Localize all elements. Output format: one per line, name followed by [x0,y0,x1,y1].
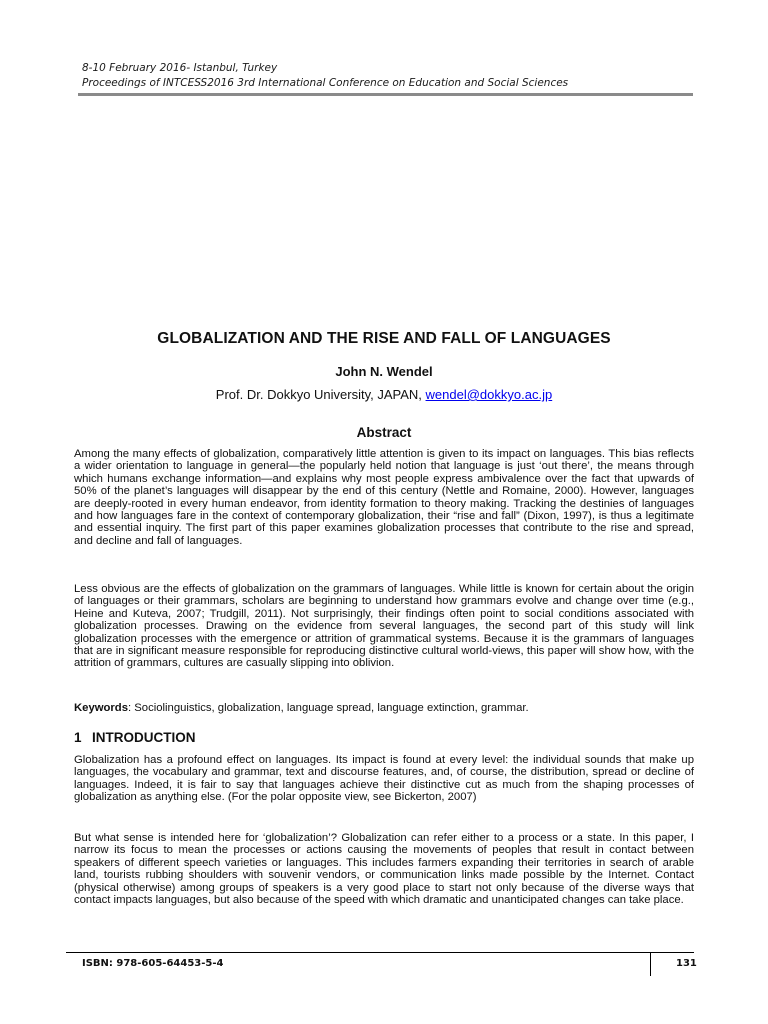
keywords-label: Keywords [74,702,128,714]
proceedings-title: Proceedings of INTCESS2016 3rd International Conference on Education and Social Sciences [82,77,569,89]
author-name: John N. Wendel [335,364,433,379]
abstract-heading: Abstract [356,425,412,440]
footer-vertical-divider [650,952,651,976]
abstract-paragraph-2: Less obvious are the effects of globalization on the grammars of languages. While little is known for certain about the origin of languages or their grammars, scholars are beginning to understand how grammars evolve and change over time (e.g., Heine and Kuteva, 2007; Trudgill, 2011). Not surprisingly, their findings often point to social conditions associated with globalization processes. Drawing on the evidence from several languages, the second part of this study will link globalization processes with the emergence or attrition of grammatical systems. Because it is the grammars of languages that are in significant measure responsible for reproducing distinctive cultural world-views, this paper will show how, with the attrition of grammars, cultures are casually slipping into oblivion. [74,583,694,670]
section-heading-introduction [74,730,196,745]
author-email-link[interactable]: wendel@dokkyo.ac.jp [425,387,553,402]
isbn: ISBN: 978-605-64453-5-4 [82,958,224,969]
header-divider [78,93,693,96]
keywords [74,702,694,714]
intro-paragraph-2: But what sense is intended here for ‘globalization’? Globalization can refer either to a process or a state. In this paper, I narrow its focus to mean the processes or actions causing the movements of peoples that result in contact between speakers of different speech varieties or languages. This includes farmers expanding their territories in search of arable land, tourists rubbing shoulders with souvenir vendors, or communication links made possible by the Internet. Contact (physical otherwise) among groups of speakers is a very good place to start not only because of the diverse ways that contact impacts languages, but also because of the speed with which dramatic and unanticipated changes can take place. [74,832,694,907]
abstract-paragraph-1: Among the many effects of globalization, comparatively little attention is given to its impact on languages. This bias reflects a wider orientation to language in general—the popularly held notion that language is just ‘out there’, the means through which humans exchange information—and explains why most people express ambivalence over the fact that upwards of 50% of the planet’s languages will disappear by the end of this century (Nettle and Romaine, 2000). However, languages are deeply-rooted in every human endeavor, from identity formation to theory making. Tracking the destinies of languages and how languages fare in the context of contemporary globalization, their “rise and fall” (Dixon, 1997), is thus a legitimate and essential inquiry. The first part of this paper examines globalization processes that contribute to the rise and spread, and decline and fall of languages. [74,448,694,547]
intro-paragraph-1: Globalization has a profound effect on languages. Its impact is found at every level: the individual sounds that make up languages, the vocabulary and grammar, text and discourse features, and, of course, the distribution, spread or decline of languages. Indeed, it is fair to say that languages achieve their distinctive cut as much from the shaping processes of globalization as anything else. (For the polar opposite view, see Bickerton, 2007) [74,754,694,804]
footer-divider [66,952,694,953]
conference-dates-location: 8-10 February 2016- Istanbul, Turkey [82,62,278,74]
paper-title: GLOBALIZATION AND THE RISE AND FALL OF LANGUAGES [157,330,611,347]
author-affiliation [0,387,768,402]
section-title: INTRODUCTION [92,730,196,745]
keywords-list: : Sociolinguistics, globalization, language spread, language extinction, grammar. [128,702,529,714]
section-number: 1 [74,730,82,745]
affiliation-text: Prof. Dr. Dokkyo University, JAPAN, [215,387,426,402]
page-number: 131 [676,958,697,969]
